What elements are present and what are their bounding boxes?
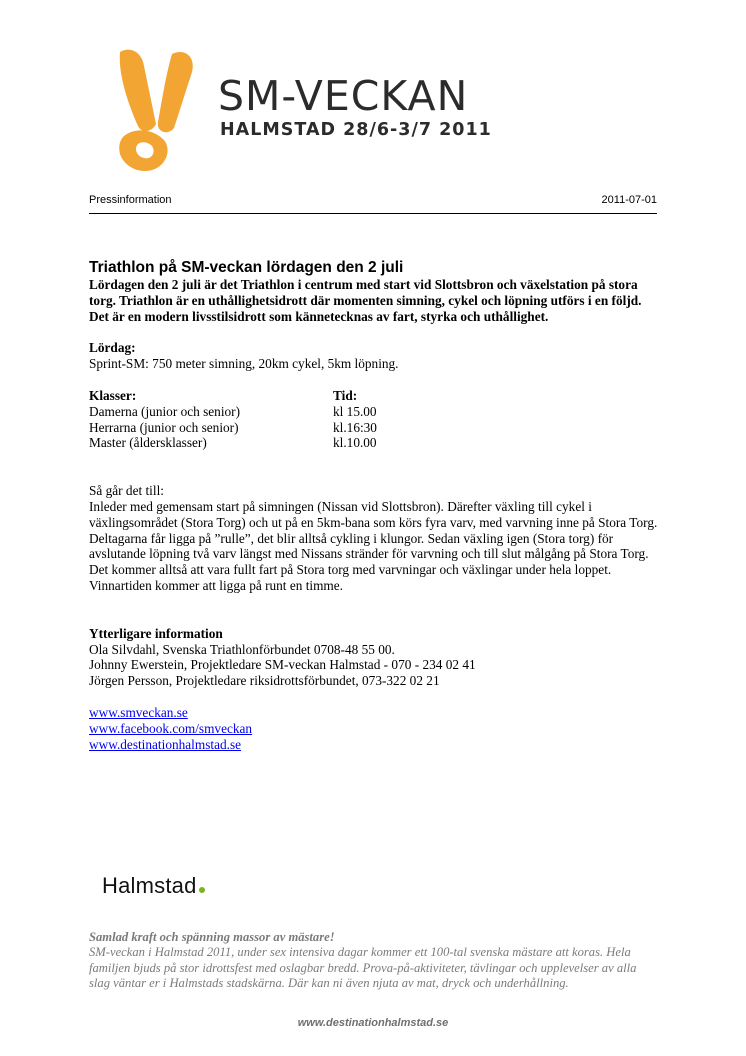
saturday-heading: Lördag: (89, 340, 136, 356)
halmstad-logo-text: Halmstad (102, 873, 197, 898)
link-destinationhalmstad[interactable]: www.destinationhalmstad.se (89, 736, 242, 752)
footer-body: SM-veckan i Halmstad 2011, under sex intensiva dagar kommer ett 100-tal svenska mästare att koras. Hela familjen bjuds på stor idrottsfest med oslagbar bredd. Prova-på-aktiviteter, tävlingar och upplevelser av alla slag väntar er i Halmstads stadskärna. Där kan ni även njuta av mat, dryck och underhållning. (89, 945, 637, 991)
press-label: Pressinformation (89, 194, 172, 206)
class-time: kl.16:30 (333, 419, 377, 435)
contact-line: Johnny Ewerstein, Projektledare SM-veckan Halmstad - 070 - 234 02 41 (89, 657, 476, 673)
class-name: Herrarna (junior och senior) (89, 419, 239, 435)
divider (89, 213, 657, 214)
press-info-row (89, 194, 657, 212)
classes-heading: Klasser: (89, 387, 137, 403)
link-facebook[interactable]: www.facebook.com/smveckan (89, 720, 253, 736)
press-date: 2011-07-01 (601, 194, 657, 206)
halmstad-logo (102, 873, 205, 899)
brand-name: SM-VECKAN (218, 72, 469, 120)
time-heading: Tid: (333, 387, 358, 403)
article-headline: Triathlon på SM-veckan lördagen den 2 juli (89, 259, 404, 276)
saturday-text: Sprint-SM: 750 meter simning, 20km cykel, 5km löpning. (89, 356, 399, 372)
footer (89, 930, 659, 992)
class-name: Master (åldersklasser) (89, 435, 207, 451)
class-time: kl.10.00 (333, 435, 377, 451)
link-smveckan[interactable]: www.smveckan.se (89, 704, 188, 720)
sm-veckan-logo (112, 44, 532, 184)
halmstad-dot-icon (199, 887, 205, 893)
howto-heading: Så går det till: (89, 483, 164, 499)
class-name: Damerna (junior och senior) (89, 403, 241, 419)
info-heading: Ytterligare information (89, 625, 223, 641)
victory-hand-icon (112, 44, 222, 184)
contact-line: Jörgen Persson, Projektledare riksidrottsförbundet, 073-322 02 21 (89, 673, 440, 689)
contact-line: Ola Silvdahl, Svenska Triathlonförbundet 0708-48 55 00. (89, 641, 395, 657)
footer-url: www.destinationhalmstad.se (297, 1017, 449, 1029)
footer-tagline: Samlad kraft och spänning massor av mästare! (89, 930, 335, 944)
classes-table (89, 388, 669, 451)
class-time: kl 15.00 (333, 403, 377, 419)
article-body (89, 277, 669, 752)
brand-subtitle: HALMSTAD 28/6-3/7 2011 (220, 120, 492, 140)
article-lead: Lördagen den 2 juli är det Triathlon i centrum med start vid Slottsbron och växelstation på stora torg. Triathlon är en uthållighetsidrott där momenten simning, cykel och löpning utförs i en följd. Det är en modern livsstilsidrott som kännetecknas av fart, styrka och uthållighet. (89, 277, 642, 324)
links-list (89, 705, 669, 752)
howto-text: Inleder med gemensam start på simningen (Nissan vid Slottsbron). Därefter växling till cykel i växlingsområdet (Stora Torg) och ut på en 5km-bana som körs fyra varv, med varvning inne på Stora Torg. Deltagarna får ligga på ”rulle”, det blir alltså cykling i klungor. Sedan växling igen (Stora torg) för avslutande löpning två varv längst med Nissans stränder för varvning och till slut målgång på Stora Torg. Det kommer alltså att vara fullt fart på Stora torg med varvningar och växlingar under hela loppet. Vinnartiden kommer att ligga på runt en timme. (89, 498, 658, 593)
